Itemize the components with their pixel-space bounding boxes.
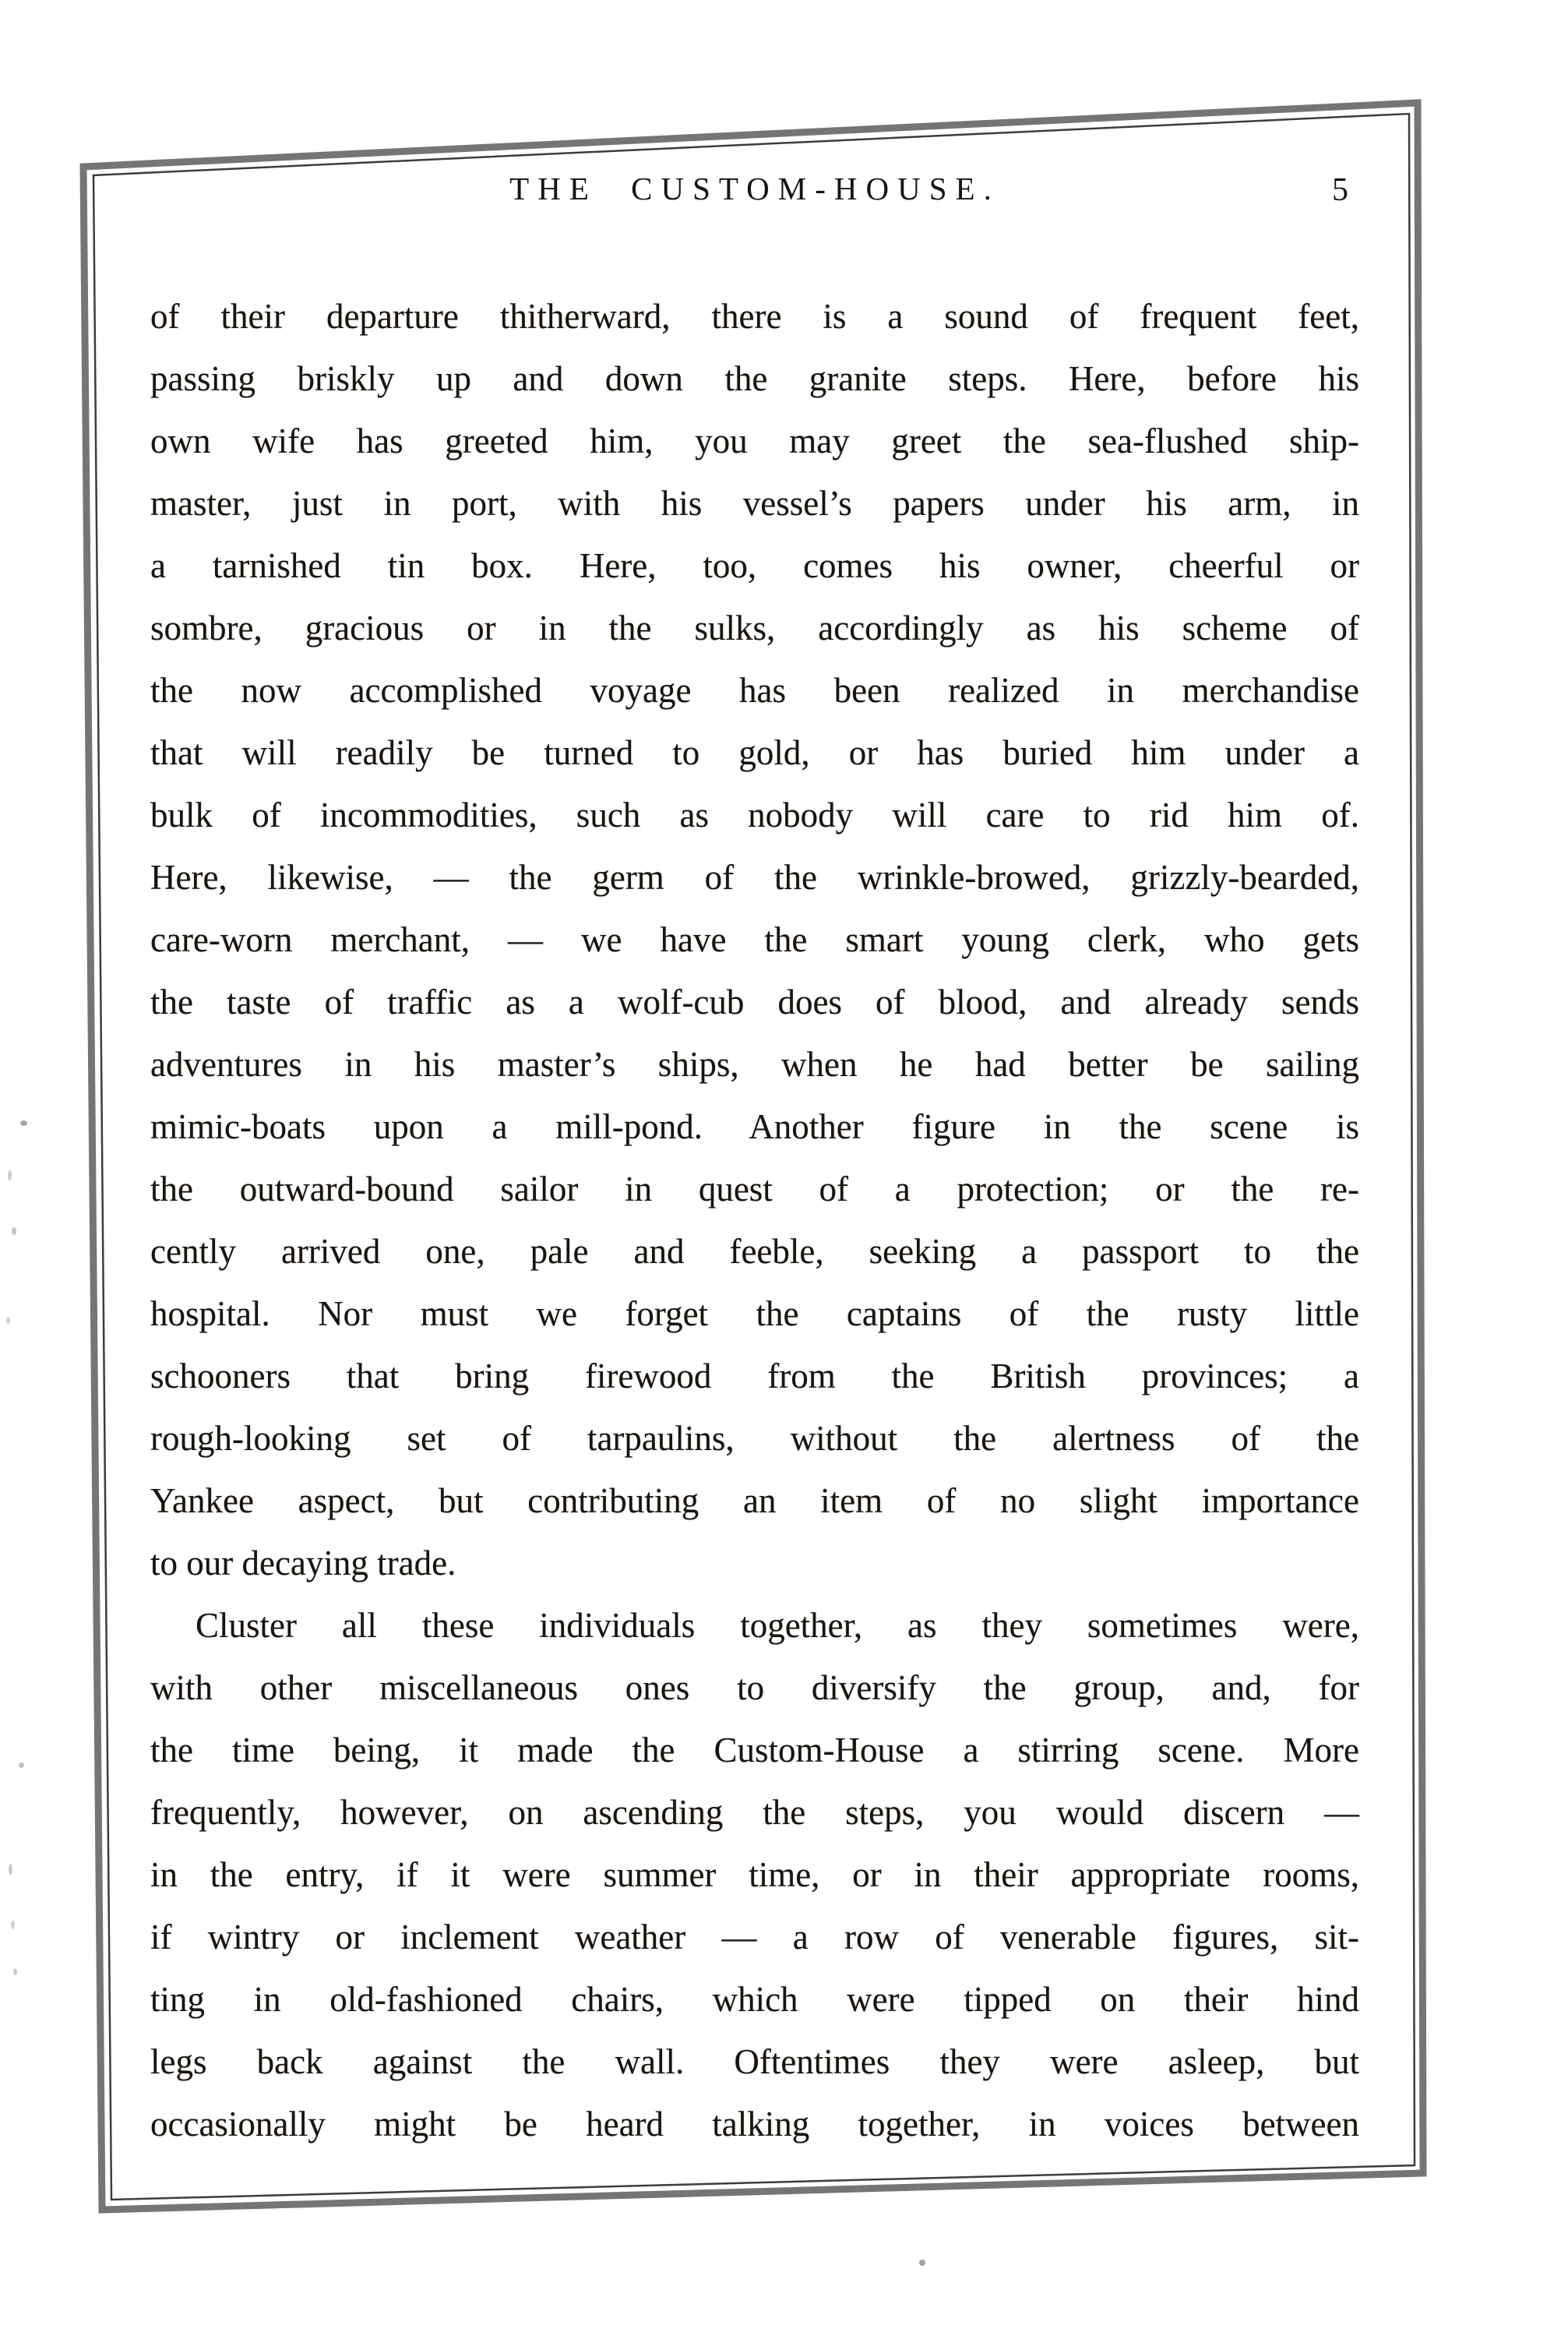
- text-line: sombre, gracious or in the sulks, accordingly as his scheme of: [150, 609, 1359, 647]
- scan-speck: [11, 1921, 15, 1929]
- text-line: own wife has greeted him, you may greet the sea-flushed ship-: [150, 422, 1359, 460]
- text-line: rough-looking set of tarpaulins, without the alertness of the: [150, 1419, 1359, 1458]
- text-line: frequently, however, on ascending the steps, you would discern —: [150, 1793, 1359, 1832]
- text-line: Here, likewise, — the germ of the wrinkle-browed, grizzly-bearded,: [150, 858, 1359, 897]
- text-line: of their departure thitherward, there is a sound of frequent feet,: [150, 297, 1359, 336]
- text-body: [150, 285, 1359, 2155]
- text-line: in the entry, if it were summer time, or in their appropriate rooms,: [150, 1855, 1359, 1894]
- text-line: care-worn merchant, — we have the smart young clerk, who gets: [150, 920, 1359, 959]
- scan-speck: [20, 1120, 27, 1126]
- text-line: schooners that bring firewood from the British provinces; a: [150, 1357, 1359, 1396]
- text-line: the outward-bound sailor in quest of a protection; or the re-: [150, 1170, 1359, 1209]
- page-number: 5: [1332, 172, 1348, 208]
- scan-speck: [8, 1170, 12, 1180]
- text-line: Yankee aspect, but contributing an item of no slight importance: [150, 1481, 1359, 1520]
- scan-speck: [13, 1968, 17, 1975]
- text-line: if wintry or inclement weather — a row of venerable figures, sit-: [150, 1918, 1359, 1957]
- text-line: ting in old-fashioned chairs, which were tipped on their hind: [150, 1980, 1359, 2019]
- text-line: a tarnished tin box. Here, too, comes his owner, cheerful or: [150, 546, 1359, 585]
- scan-speck: [9, 1864, 12, 1875]
- scan-speck: [12, 1227, 16, 1235]
- text-line: occasionally might be heard talking together, in voices between: [150, 2105, 1359, 2144]
- text-line: passing briskly up and down the granite steps. Here, before his: [150, 359, 1359, 398]
- text-line: the taste of traffic as a wolf-cub does of blood, and already sends: [150, 983, 1359, 1022]
- running-head-title: THE CUSTOM-HOUSE.: [509, 171, 1000, 206]
- text-line: to our decaying trade.: [150, 1544, 456, 1583]
- text-line: the now accomplished voyage has been realized in merchandise: [150, 671, 1359, 710]
- scan-speck: [919, 2260, 925, 2266]
- scan-speck: [6, 1317, 10, 1324]
- text-line: legs back against the wall. Oftentimes they were asleep, but: [150, 2042, 1359, 2081]
- text-line: the time being, it made the Custom-House a stirring scene. More: [150, 1731, 1359, 1770]
- text-line: master, just in port, with his vessel’s papers under his arm, in: [150, 484, 1359, 523]
- text-line: adventures in his master’s ships, when he had better be sailing: [150, 1045, 1359, 1084]
- text-line: bulk of incommodities, such as nobody will care to rid him of.: [150, 796, 1359, 834]
- text-line: cently arrived one, pale and feeble, seeking a passport to the: [150, 1232, 1359, 1271]
- text-line: with other miscellaneous ones to diversify the group, and, for: [150, 1668, 1359, 1707]
- text-line: that will readily be turned to gold, or has buried him under a: [150, 733, 1359, 772]
- scan-speck: [19, 1762, 24, 1768]
- page-header: [150, 170, 1359, 213]
- text-line: hospital. Nor must we forget the captains of the rusty little: [150, 1294, 1359, 1333]
- text-line: Cluster all these individuals together, as they sometimes were,: [196, 1606, 1359, 1645]
- text-line: mimic-boats upon a mill-pond. Another figure in the scene is: [150, 1107, 1359, 1146]
